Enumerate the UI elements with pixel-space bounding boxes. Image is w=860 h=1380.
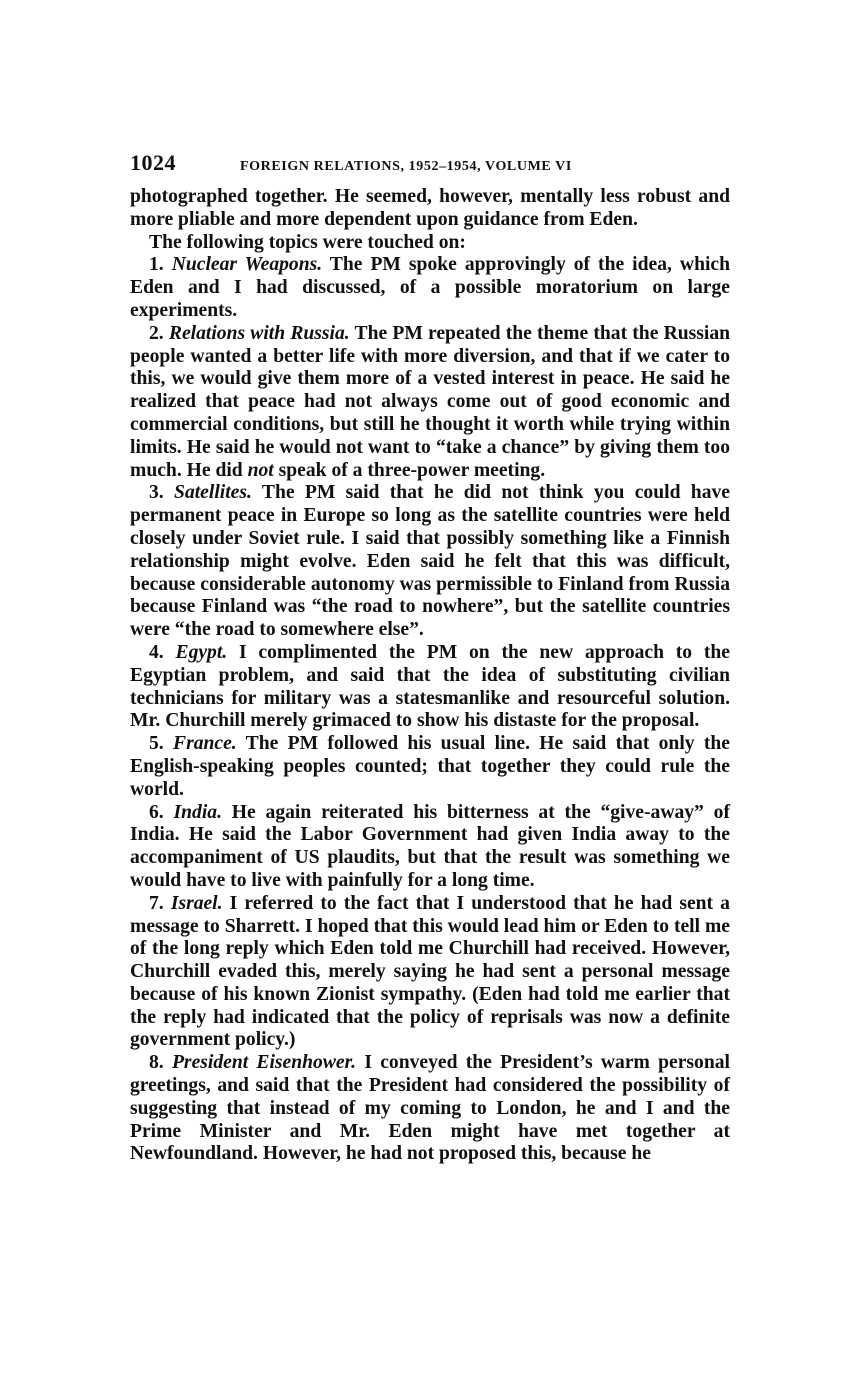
emphasis-text: not — [247, 459, 274, 481]
topic-number: 7. — [149, 892, 164, 914]
topic-heading: Israel. — [170, 892, 223, 914]
paragraph-text: The PM said that he did not think you could have permanent peace in Europe so long as the satellite countries were held closely under Soviet rule. I said that possibly something like a Finnish relationship might evolve. Eden said he felt that this was difficult, because considerable autonomy was permissible to Finland from Russia because Finland was “the road to nowhere”, but the satellite countries were “the road to somewhere else”. — [130, 482, 730, 641]
paragraph-text: The PM spoke approvingly of the idea, which Eden and I had discussed, of a possible moratorium on large experiments. — [130, 254, 730, 321]
topic-relations-with-russia — [130, 323, 730, 483]
topic-number: 5. — [149, 733, 164, 755]
document-body — [130, 186, 730, 1166]
topic-india — [130, 802, 730, 893]
topic-number: 4. — [149, 641, 164, 663]
topic-heading: India. — [173, 801, 222, 823]
topic-president-eisenhower — [130, 1052, 730, 1166]
topic-heading: France. — [173, 733, 237, 755]
paragraph-continuation — [130, 186, 730, 232]
topic-heading: President Eisenhower. — [171, 1052, 357, 1074]
document-page — [130, 150, 730, 1166]
topic-israel — [130, 893, 730, 1053]
topic-number: 3. — [149, 482, 164, 504]
paragraph-text: photographed together. He seemed, however, mentally less robust and more pliable and more dependent upon guidance from Eden. — [130, 186, 730, 230]
topic-number: 2. — [149, 322, 164, 344]
paragraph-text: speak of a three-power meeting. — [278, 459, 546, 481]
page-number: 1024 — [130, 150, 176, 175]
page-header — [130, 150, 730, 182]
paragraph-text: I referred to the fact that I understood that he had sent a message to Sharrett. I hoped that this would lead him or Eden to tell me of the long reply which Eden told me Churchill had received. However, Churchill evaded this, merely saying he had sent a personal message because of his known Zionist sympathy. (Eden had told me earlier that the reply had indicated that the policy of reprisals was now a definite government policy.) — [130, 892, 730, 1051]
topic-egypt — [130, 642, 730, 733]
paragraph-text: He again reiterated his bitterness at the “give-away” of India. He said the Labor Government had given India away to the accompaniment of US plaudits, but that the result was something we would have to live with painfully for a long time. — [130, 801, 730, 891]
topic-nuclear-weapons — [130, 254, 730, 322]
topic-heading: Nuclear Weapons. — [171, 254, 323, 276]
paragraph-text: The PM followed his usual line. He said that only the English-speaking peoples counted; that together they could rule the world. — [130, 733, 730, 800]
paragraph-text: I complimented the PM on the new approach to the Egyptian problem, and said that the idea of substituting civilian technicians for military was a statesmanlike and resourceful solution. Mr. Churchill merely grimaced to show his distaste for the proposal. — [130, 641, 731, 732]
running-head: FOREIGN RELATIONS, 1952–1954, VOLUME VI — [240, 159, 572, 174]
topic-heading: Relations with Russia. — [168, 322, 350, 344]
topic-number: 8. — [149, 1052, 164, 1074]
topic-france — [130, 733, 730, 801]
paragraph-text: The following topics were touched on: — [149, 231, 466, 253]
topic-satellites — [130, 482, 730, 642]
topic-heading: Egypt. — [175, 641, 228, 663]
topic-number: 6. — [149, 801, 164, 823]
paragraph-intro — [130, 232, 730, 255]
topic-number: 1. — [149, 254, 164, 276]
topic-heading: Satellites. — [174, 482, 252, 504]
paragraph-text: The PM repeated the theme that the Russian people wanted a better life with more diversion, and that if we cater to this, we would give them more of a vested interest in peace. He said he realized that peace had not always come out of good economic and commercial conditions, but still he thought it worth while trying within limits. He said he would not want to “take a chance” by giving them too much. He did — [130, 322, 731, 481]
paragraph-text: I conveyed the President’s warm personal greetings, and said that the President had considered the possibility of suggesting that instead of my coming to London, he and I and the Prime Minister and Mr. Eden might have met together at Newfoundland. However, he had not proposed this, because he — [130, 1052, 730, 1165]
